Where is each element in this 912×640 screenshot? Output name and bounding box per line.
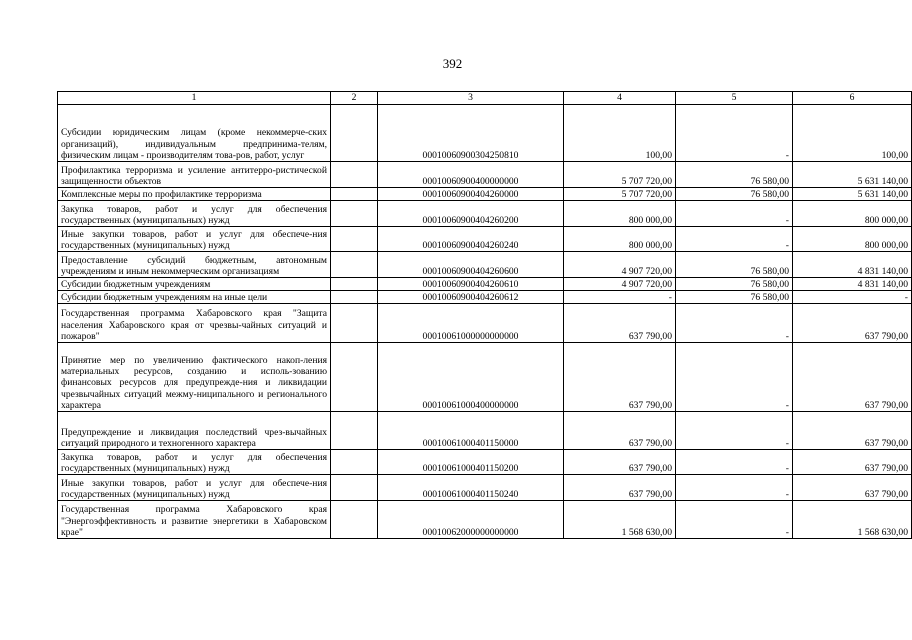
row-col2-cell bbox=[331, 227, 378, 252]
row-code-cell: 00010060900404260200 bbox=[378, 201, 564, 227]
row-name-cell: Иные закупки товаров, работ и услуг для обеспече-ния государственных (муниципальных) нужд bbox=[58, 227, 331, 252]
table-row bbox=[58, 105, 912, 162]
row-name-cell: Субсидии бюджетным учреждениям на иные цели bbox=[58, 291, 331, 304]
row-name-cell: Государственная программа Хабаровского края "Энергоэффективность и развитие энергетики в Хабаровском крае" bbox=[58, 501, 331, 539]
row-value-6-cell: 637 790,00 bbox=[793, 450, 912, 475]
row-value-5-cell: 76 580,00 bbox=[676, 162, 793, 188]
row-value-6-cell: 800 000,00 bbox=[793, 201, 912, 227]
row-value-4-cell: 637 790,00 bbox=[564, 304, 676, 343]
row-code-cell: 00010060900400000000 bbox=[378, 162, 564, 188]
row-value-5-cell: - bbox=[676, 501, 793, 539]
row-value-4-cell: 800 000,00 bbox=[564, 201, 676, 227]
table-row bbox=[58, 501, 912, 539]
row-value-4-cell: 637 790,00 bbox=[564, 450, 676, 475]
row-value-5-cell: 76 580,00 bbox=[676, 188, 793, 201]
table-header-row bbox=[58, 92, 912, 105]
row-col2-cell bbox=[331, 278, 378, 291]
header-col-1: 1 bbox=[58, 92, 331, 105]
row-col2-cell bbox=[331, 343, 378, 412]
row-col2-cell bbox=[331, 450, 378, 475]
row-code-cell: 00010060900404260000 bbox=[378, 188, 564, 201]
row-value-5-cell: - bbox=[676, 201, 793, 227]
row-code-cell: 00010061000400000000 bbox=[378, 343, 564, 412]
row-value-6-cell: 637 790,00 bbox=[793, 304, 912, 343]
row-value-4-cell: 4 907 720,00 bbox=[564, 278, 676, 291]
row-value-4-cell: - bbox=[564, 291, 676, 304]
row-name-cell: Государственная программа Хабаровского края "Защита населения Хабаровского края от чрезвы-чайных ситуаций и пожаров" bbox=[58, 304, 331, 343]
row-value-5-cell: 76 580,00 bbox=[676, 278, 793, 291]
row-value-6-cell: 637 790,00 bbox=[793, 343, 912, 412]
header-col-5: 5 bbox=[676, 92, 793, 105]
row-name-cell: Закупка товаров, работ и услуг для обеспечения государственных (муниципальных) нужд bbox=[58, 201, 331, 227]
row-name-cell: Субсидии бюджетным учреждениям bbox=[58, 278, 331, 291]
row-value-6-cell: 4 831 140,00 bbox=[793, 278, 912, 291]
table-row bbox=[58, 188, 912, 201]
row-value-6-cell: 4 831 140,00 bbox=[793, 252, 912, 278]
row-name-cell: Закупка товаров, работ и услуг для обеспечения государственных (муниципальных) нужд bbox=[58, 450, 331, 475]
row-value-6-cell: 637 790,00 bbox=[793, 412, 912, 450]
row-name-cell: Комплексные меры по профилактике терроризма bbox=[58, 188, 331, 201]
row-code-cell: 00010060900404260612 bbox=[378, 291, 564, 304]
row-value-5-cell: 76 580,00 bbox=[676, 291, 793, 304]
row-col2-cell bbox=[331, 304, 378, 343]
row-value-4-cell: 800 000,00 bbox=[564, 227, 676, 252]
row-value-5-cell: - bbox=[676, 475, 793, 501]
row-code-cell: 00010062000000000000 bbox=[378, 501, 564, 539]
row-col2-cell bbox=[331, 501, 378, 539]
row-code-cell: 00010061000000000000 bbox=[378, 304, 564, 343]
row-value-6-cell: 800 000,00 bbox=[793, 227, 912, 252]
row-col2-cell bbox=[331, 475, 378, 501]
row-value-4-cell: 5 707 720,00 bbox=[564, 188, 676, 201]
row-col2-cell bbox=[331, 252, 378, 278]
row-name-cell: Предоставление субсидий бюджетным, автономным учреждениям и иным некоммерческим организациям bbox=[58, 252, 331, 278]
row-col2-cell bbox=[331, 291, 378, 304]
row-value-4-cell: 4 907 720,00 bbox=[564, 252, 676, 278]
row-code-cell: 00010061000401150200 bbox=[378, 450, 564, 475]
row-col2-cell bbox=[331, 412, 378, 450]
row-code-cell: 00010060900404260600 bbox=[378, 252, 564, 278]
table-row bbox=[58, 412, 912, 450]
page-number: 392 bbox=[442, 56, 463, 71]
header-col-4: 4 bbox=[564, 92, 676, 105]
table-row bbox=[58, 201, 912, 227]
row-name-cell: Предупреждение и ликвидация последствий чрез-вычайных ситуаций природного и техногенного характера bbox=[58, 412, 331, 450]
row-value-5-cell: - bbox=[676, 227, 793, 252]
table-row bbox=[58, 304, 912, 343]
row-col2-cell bbox=[331, 188, 378, 201]
row-value-6-cell: 637 790,00 bbox=[793, 475, 912, 501]
row-value-4-cell: 1 568 630,00 bbox=[564, 501, 676, 539]
row-value-6-cell: - bbox=[793, 291, 912, 304]
row-code-cell: 00010060900404260610 bbox=[378, 278, 564, 291]
row-name-cell: Принятие мер по увеличению фактического накоп-ления материальных ресурсов, созданию и исполь-зованию финансовых ресурсов для предупрежде-ния и ликвидации чрезвычайных ситуаций межму-ниципального и регионального характера bbox=[58, 343, 331, 412]
header-col-6: 6 bbox=[793, 92, 912, 105]
budget-table bbox=[57, 91, 912, 539]
row-value-6-cell: 1 568 630,00 bbox=[793, 501, 912, 539]
row-value-5-cell: - bbox=[676, 343, 793, 412]
table-row bbox=[58, 450, 912, 475]
row-value-5-cell: 76 580,00 bbox=[676, 252, 793, 278]
row-code-cell: 00010061000401150000 bbox=[378, 412, 564, 450]
table-row bbox=[58, 475, 912, 501]
row-value-6-cell: 100,00 bbox=[793, 105, 912, 162]
row-value-5-cell: - bbox=[676, 450, 793, 475]
row-value-5-cell: - bbox=[676, 304, 793, 343]
row-col2-cell bbox=[331, 162, 378, 188]
row-value-6-cell: 5 631 140,00 bbox=[793, 188, 912, 201]
row-name-cell: Профилактика терроризма и усиление антитерро-ристической защищенности объектов bbox=[58, 162, 331, 188]
header-col-2: 2 bbox=[331, 92, 378, 105]
row-col2-cell bbox=[331, 201, 378, 227]
table-row bbox=[58, 252, 912, 278]
row-value-4-cell: 637 790,00 bbox=[564, 412, 676, 450]
row-value-5-cell: - bbox=[676, 412, 793, 450]
table-row bbox=[58, 227, 912, 252]
row-value-6-cell: 5 631 140,00 bbox=[793, 162, 912, 188]
row-value-4-cell: 637 790,00 bbox=[564, 475, 676, 501]
table-row bbox=[58, 162, 912, 188]
row-col2-cell bbox=[331, 105, 378, 162]
row-value-5-cell: - bbox=[676, 105, 793, 162]
row-name-cell: Иные закупки товаров, работ и услуг для обеспече-ния государственных (муниципальных) нужд bbox=[58, 475, 331, 501]
table-row bbox=[58, 291, 912, 304]
row-code-cell: 00010060900404260240 bbox=[378, 227, 564, 252]
row-value-4-cell: 637 790,00 bbox=[564, 343, 676, 412]
table-row bbox=[58, 278, 912, 291]
row-code-cell: 00010060900304250810 bbox=[378, 105, 564, 162]
header-col-3: 3 bbox=[378, 92, 564, 105]
row-name-cell: Субсидии юридическим лицам (кроме некоммерче-ских организаций), индивидуальным предпринима-телям, физическим лицам - производителям това-ров, работ, услуг bbox=[58, 105, 331, 162]
table-row bbox=[58, 343, 912, 412]
row-value-4-cell: 100,00 bbox=[564, 105, 676, 162]
row-code-cell: 00010061000401150240 bbox=[378, 475, 564, 501]
row-value-4-cell: 5 707 720,00 bbox=[564, 162, 676, 188]
